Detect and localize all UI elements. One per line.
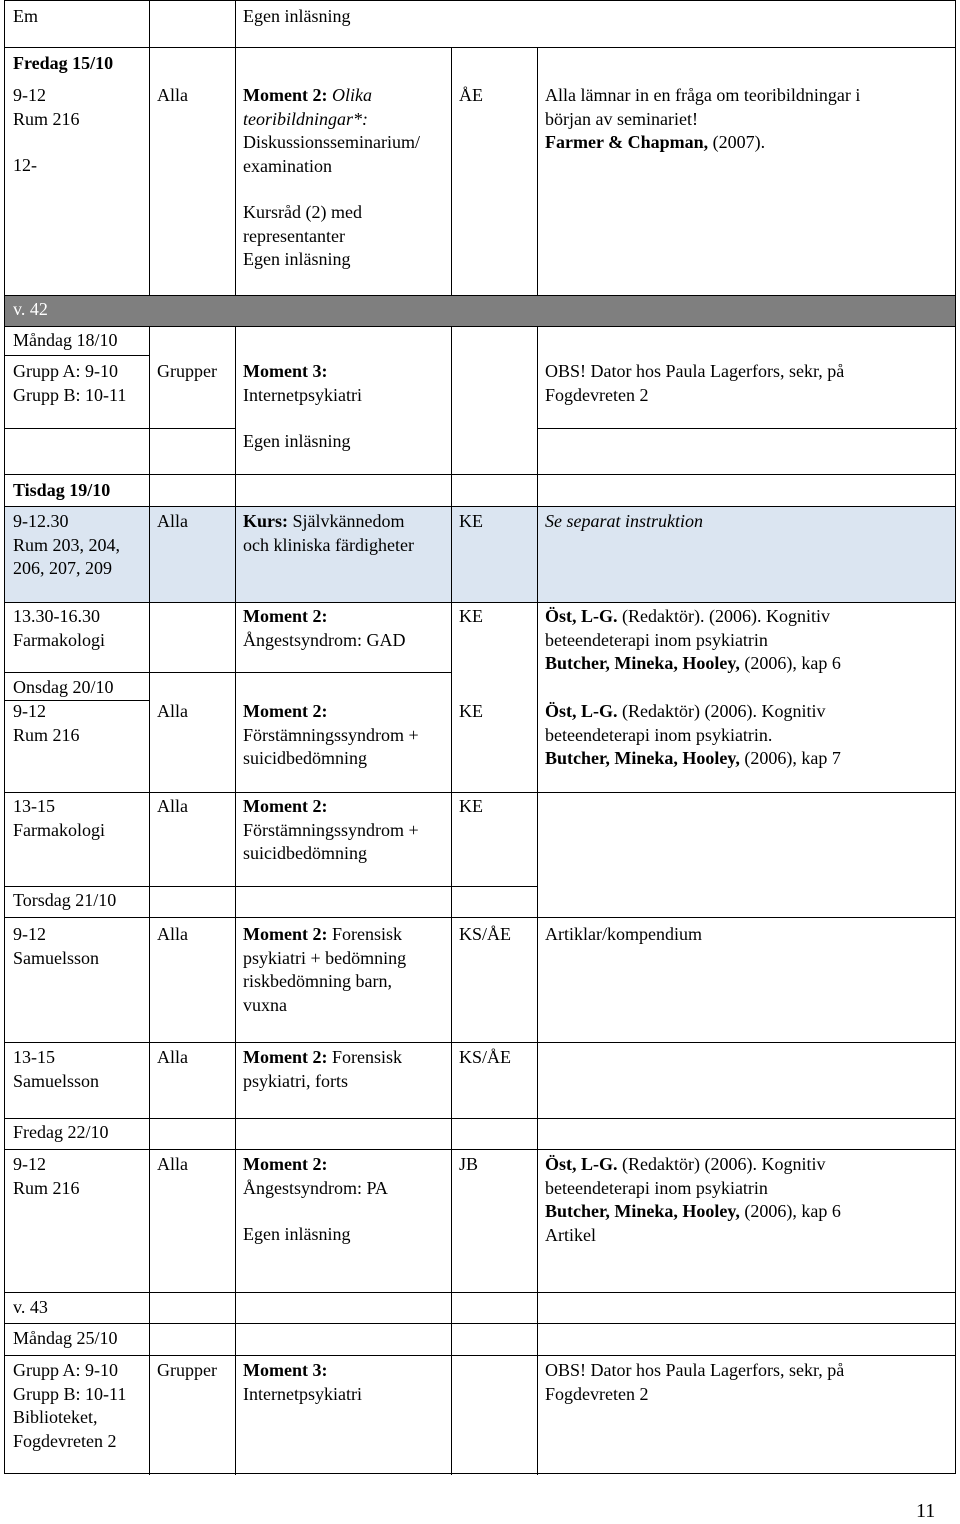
- row-line: [5, 672, 451, 673]
- teacher-cell: KE: [459, 511, 483, 531]
- row-line: [5, 792, 955, 793]
- col-line-1: [149, 1, 150, 295]
- time-cell: Grupp A: 9-10 Grupp B: 10-11 Biblioteket, Fogdevreten 2: [13, 1360, 127, 1451]
- teacher-cell: JB: [459, 1154, 479, 1174]
- group-cell: Alla: [157, 511, 188, 531]
- time-cell: 9-12.30 Rum 203, 204, 206, 207, 209: [13, 511, 121, 578]
- col-line-2: [235, 1, 236, 295]
- row-line: [5, 295, 955, 296]
- note-cell: Artiklar/kompendium: [545, 924, 702, 944]
- row-line: [5, 1355, 955, 1356]
- reference-cell: Öst, L-G. (Redaktör). (2006). Kognitiv beteendeterapi inom psykiatrin Butcher, Mineka, Hooley, (2006), kap 6: [545, 606, 841, 673]
- day-label: Tisdag 19/10: [13, 480, 111, 500]
- schedule-table: [4, 0, 956, 1474]
- row-line: [5, 1323, 955, 1324]
- moment-cell: Moment 2: Förstämningssyndrom + suicidbedömning: [243, 701, 419, 768]
- day-label: Torsdag 21/10: [13, 890, 117, 910]
- moment-cell: Moment 3: Internetpsykiatri: [243, 1360, 362, 1404]
- course-cell: Kurs: Självkännedom och kliniska färdigheter: [243, 511, 414, 555]
- group-cell: Grupper: [157, 1360, 217, 1380]
- moment-cell: Moment 2: Förstämningssyndrom + suicidbedömning: [243, 796, 419, 863]
- moment-cell: Moment 2: Olika teoribildningar*: Diskussionsseminarium/ examination Kursråd (2) med representanter Egen inläsning: [243, 85, 421, 269]
- day-label: Måndag 18/10: [13, 330, 118, 350]
- group-cell: Alla: [157, 85, 188, 105]
- teacher-cell: KS/ÅE: [459, 1047, 512, 1067]
- group-cell: Alla: [157, 924, 188, 944]
- row-line: [537, 428, 957, 429]
- teacher-cell: KE: [459, 606, 483, 626]
- moment-cell: Moment 2: Forensisk psykiatri + bedömning riskbedömning barn, vuxna: [243, 924, 407, 1015]
- group-cell: Alla: [157, 1154, 188, 1174]
- note-cell: Alla lämnar in en fråga om teoribildningar i början av seminariet! Farmer & Chapman, (2007).: [545, 85, 861, 152]
- cell-egen-inlasning: Egen inläsning: [243, 6, 351, 26]
- week-label: v. 43: [13, 1297, 48, 1317]
- group-cell: Alla: [157, 1047, 188, 1067]
- row-line: [5, 47, 955, 48]
- teacher-cell: ÅE: [459, 85, 483, 105]
- moment-cell: Moment 2: Forensisk psykiatri, forts: [243, 1047, 402, 1091]
- time-cell: 13-15 Farmakologi: [13, 796, 105, 840]
- week-bar-v42: [5, 295, 955, 326]
- reference-cell: Öst, L-G. (Redaktör) (2006). Kognitiv beteendeterapi inom psykiatrin Butcher, Mineka, Hooley, (2006), kap 6 Artikel: [545, 1154, 841, 1245]
- teacher-cell: KE: [459, 701, 483, 721]
- reference-cell: Öst, L-G. (Redaktör) (2006). Kognitiv beteendeterapi inom psykiatrin. Butcher, Mineka, Hooley, (2006), kap 7: [545, 701, 841, 768]
- group-cell: Alla: [157, 701, 188, 721]
- row-line: [5, 1118, 955, 1119]
- time-cell: 13.30-16.30 Farmakologi: [13, 606, 105, 650]
- day-label: Fredag 15/10: [13, 53, 114, 73]
- col-line-1b: [149, 326, 150, 1475]
- moment-cell: Moment 3: Internetpsykiatri Egen inläsning: [243, 361, 362, 451]
- row-line: [5, 1042, 955, 1043]
- note-cell: Se separat instruktion: [545, 511, 703, 531]
- moment-cell: Moment 2: Ångestsyndrom: GAD: [243, 606, 406, 650]
- week-label: v. 42: [13, 299, 48, 319]
- day-label: Fredag 22/10: [13, 1122, 109, 1142]
- day-label: Onsdag 20/10: [13, 677, 114, 697]
- day-label: Måndag 25/10: [13, 1328, 118, 1348]
- moment-cell: Moment 2: Ångestsyndrom: PA Egen inläsning: [243, 1154, 388, 1244]
- row-line: [149, 428, 235, 429]
- row-line: [5, 1292, 955, 1293]
- row-line: [5, 355, 149, 356]
- group-cell: Alla: [157, 796, 188, 816]
- row-line: [5, 886, 537, 887]
- time-cell: 9-12 Rum 216: [13, 701, 80, 745]
- row-line: [5, 506, 955, 507]
- page-number: 11: [916, 1500, 936, 1522]
- col-line-2b: [235, 326, 236, 1475]
- row-line: [5, 474, 955, 475]
- row-line: [5, 602, 955, 603]
- time-cell: 9-12 Rum 216 12-: [13, 85, 80, 175]
- col-line-3: [451, 47, 452, 295]
- cell-em: Em: [13, 6, 38, 26]
- teacher-cell: KE: [459, 796, 483, 816]
- row-line: [5, 1149, 955, 1150]
- col-line-4b: [537, 326, 538, 1475]
- time-cell: 9-12 Rum 216: [13, 1154, 80, 1198]
- col-line-4: [537, 47, 538, 295]
- time-cell: 9-12 Samuelsson: [13, 924, 100, 968]
- group-cell: Grupper: [157, 361, 217, 381]
- teacher-cell: KS/ÅE: [459, 924, 512, 944]
- note-cell: OBS! Dator hos Paula Lagerfors, sekr, på Fogdevreten 2: [545, 361, 845, 405]
- time-cell: Grupp A: 9-10 Grupp B: 10-11: [13, 361, 127, 405]
- note-cell: OBS! Dator hos Paula Lagerfors, sekr, på Fogdevreten 2: [545, 1360, 845, 1404]
- col-line-3b: [451, 326, 452, 1475]
- row-line: [5, 326, 955, 327]
- time-cell: 13-15 Samuelsson: [13, 1047, 100, 1091]
- row-line: [5, 428, 149, 429]
- row-line: [5, 917, 955, 918]
